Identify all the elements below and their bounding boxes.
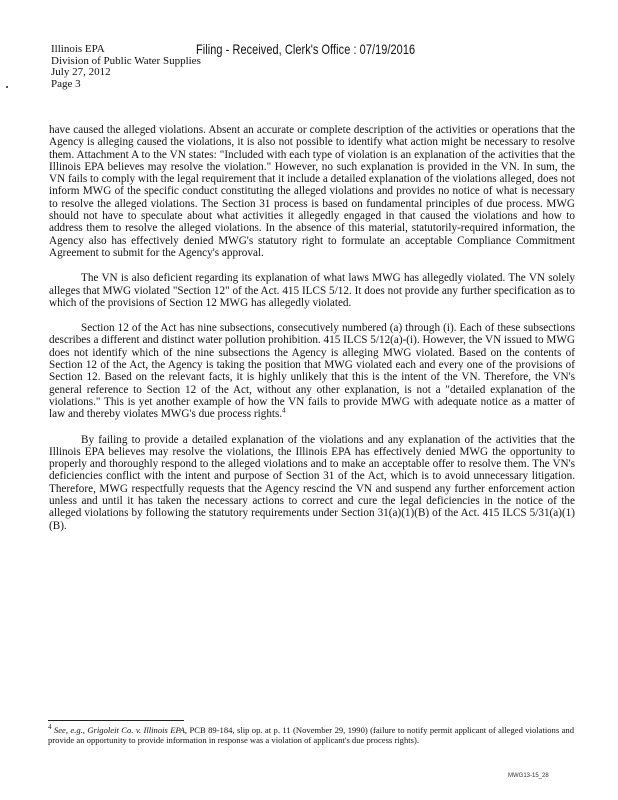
filing-stamp: Filing - Received, Clerk's Office : 07/19/2016 bbox=[196, 41, 416, 57]
bates-number: MWG13-15_28 bbox=[508, 773, 549, 779]
paragraph-1: have caused the alleged violations. Absent an accurate or complete description of the activities or operations that the Agency is alleging caused the violations, it is also not possible to identify what action might be necessary to resolve them. Attachment A to the VN states: "Included with each type of violation is an explanation of the activities that the Illinois EPA believes may resolve the violation." However, no such explanation is provided in the VN. In sum, the VN fails to comply with the legal requirement that it include a detailed explanation of the violations alleged, does not inform MWG of the specific conduct constituting the alleged violations and provides no notice of what is necessary to resolve the alleged violations. The Section 31 process is based on fundamental principles of due process. MWG should not have to speculate about what activities it allegedly engaged in that caused the violations and how to address them to resolve the alleged violations. In the absence of this material, statutorily-required information, the Agency also has effectively denied MWG's statutory right to formulate an acceptable Compliance Commitment Agreement to submit for the Agency's approval. bbox=[49, 124, 575, 259]
header-division: Division of Public Water Supplies bbox=[51, 54, 201, 67]
footnote-divider bbox=[48, 720, 184, 721]
letter-body bbox=[49, 124, 575, 545]
footnote-signal: See, e.g., bbox=[53, 725, 85, 735]
paragraph-4: By failing to provide a detailed explanation of the violations and any explanation of the activities that the Illinois EPA believes may resolve the violations, the Illinois EPA has effectively denied MWG the opportunity to properly and thoroughly respond to the alleged violations and to make an acceptable offer to resolve them. The VN's deficiencies conflict with the intent and purpose of Section 31 of the Act, which is to avoid unnecessary litigation. Therefore, MWG respectfully requests that the Agency rescind the VN and suspend any further enforcement action unless and until it has taken the necessary actions to correct and cure the legal deficiencies in the notice of the alleged violations by following the statutory requirements under Section 31(a)(1)(B) of the Act. 415 ILCS 5/31(a)(1)(B). bbox=[49, 433, 575, 532]
scan-speck bbox=[6, 86, 8, 88]
footnote-case-name: Grigoleit Co. v. Illinois EPA bbox=[87, 725, 185, 735]
footnote-text: , PCB 89-184, slip op. at p. 11 (November 29, 1990) (failure to notify permit applicant of alleged violations and provide an opportunity to provide information in response was a violation of applicant's due process rights). bbox=[48, 725, 574, 746]
footnote bbox=[48, 725, 574, 746]
header-page: Page 3 bbox=[51, 77, 81, 90]
paragraph-2: The VN is also deficient regarding its explanation of what laws MWG has allegedly violated. The VN solely alleges that MWG violated "Section 12" of the Act. 415 ILCS 5/12. It does not provide any further specification as to which of the provisions of Section 12 MWG has allegedly violated. bbox=[49, 272, 575, 309]
header-agency: Illinois EPA bbox=[51, 43, 105, 55]
paragraph-3-text: Section 12 of the Act has nine subsections, consecutively numbered (a) through (i). Each of these subsections describes a different and distinct water pollution prohibition. 415 ILCS 5/12(a)-(i). However, the VN issued to MWG does not identify which of the nine subsections the Agency is alleging MWG violated. Based on the contents of Section 12 of the Act, the Agency is taking the position that MWG violated each and every one of the provisions of Section 12. Based on the relevant facts, it is highly unlikely that this is the intent of the VN. Therefore, the VN's general reference to Section 12 of the Act, without any other explanation, is not a "detailed explanation of the violations." This is yet another example of how the VN fails to provide MWG with adequate notice as a matter of law and thereby violates MWG's due process rights. bbox=[49, 322, 575, 421]
footnote-reference: 4 bbox=[282, 406, 286, 415]
paragraph-3 bbox=[49, 322, 575, 420]
header-date: July 27, 2012 bbox=[51, 66, 111, 79]
footnote-number: 4 bbox=[48, 723, 52, 732]
